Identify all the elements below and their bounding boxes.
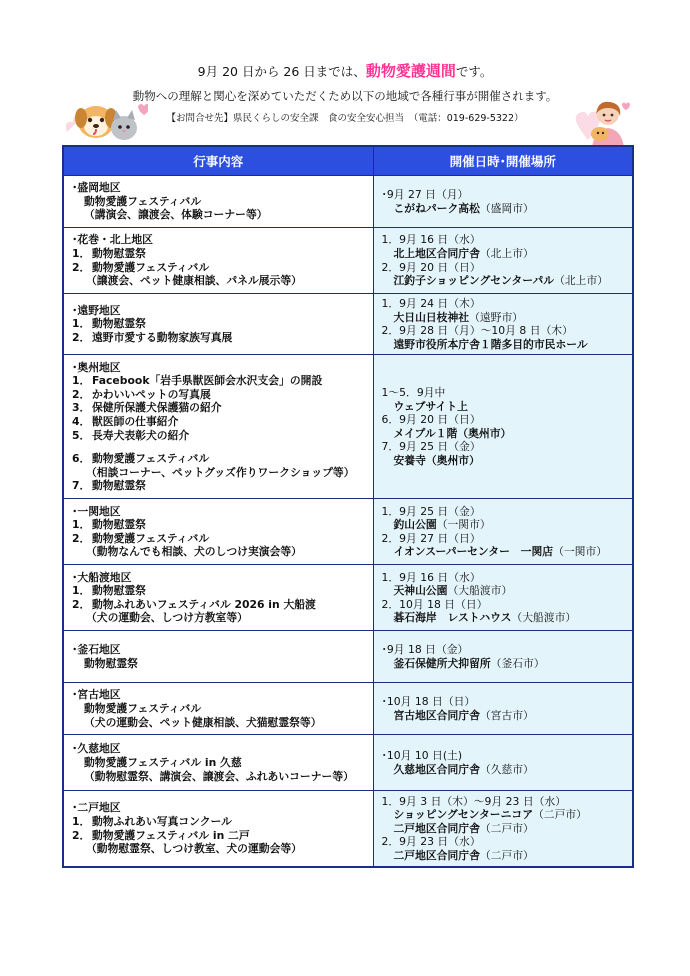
- event-date: 6．9月 20 日（日）: [381, 413, 481, 427]
- event-place: イオンスーパーセンター 一関店: [393, 545, 554, 559]
- event-place: 北上地区合同庁舎: [393, 246, 480, 260]
- event-cell: [63, 791, 373, 867]
- event-city: （大船渡市）: [511, 611, 577, 625]
- intro-description: 動物への理解と関心を深めていただくため以下の地域で各種行事が開催されます。: [132, 89, 558, 103]
- event-date: ･9月 18 日（金）: [381, 643, 469, 657]
- event-cell: [63, 683, 373, 735]
- event-detail: （犬の運動会、しつけ方教室等）: [86, 611, 248, 625]
- schedule-cell: [373, 294, 633, 355]
- schedule-cell: [373, 355, 633, 499]
- event-place: こがねパーク高松: [393, 201, 480, 215]
- event-number: 5．: [72, 428, 91, 442]
- event-name: 動物慰霊祭: [84, 656, 138, 670]
- event-cell: [63, 176, 373, 228]
- table-header-row: [63, 146, 633, 176]
- event-number: 7．: [72, 479, 91, 493]
- events-table: [62, 145, 634, 868]
- woman-hugging-pet-illustration: [570, 96, 632, 148]
- event-detail: （譲渡会、ペット健康相談、パネル展示等）: [86, 274, 302, 288]
- event-detail: （動物慰霊祭、講演会、譲渡会、ふれあいコーナー等）: [84, 769, 354, 783]
- event-place: 釜石保健所犬抑留所: [393, 656, 491, 670]
- event-place: 遠野市役所本庁舎１階多目的市民ホール: [393, 337, 588, 351]
- schedule-cell: [373, 683, 633, 735]
- event-city: （宮古市）: [479, 708, 534, 722]
- event-name: かわいいペットの写真展: [92, 387, 211, 401]
- event-city: （北上市）: [479, 246, 534, 260]
- region-name: ･花巻・北上地区: [72, 233, 153, 247]
- event-number: 6．: [72, 452, 91, 466]
- event-place: 安養寺（奥州市）: [393, 454, 480, 468]
- table-row: [63, 294, 633, 355]
- event-number: 4．: [72, 415, 91, 429]
- table-row: [63, 565, 633, 631]
- region-name: ･二戸地区: [72, 801, 121, 815]
- event-date: 1．9月 25 日（金）: [381, 504, 481, 518]
- event-city: （二戸市）: [479, 849, 534, 863]
- event-number: 2．: [72, 387, 91, 401]
- event-number: 2．: [72, 260, 91, 274]
- event-name: 動物慰霊祭: [92, 479, 146, 493]
- event-name: 長寿犬表彰犬の紹介: [92, 428, 190, 442]
- event-number: 1．: [72, 584, 91, 598]
- event-city: （二戸市）: [479, 821, 534, 835]
- event-date: 1．9月 3 日（木）～9月 23 日（水）: [381, 794, 567, 808]
- region-name: ･釜石地区: [72, 643, 121, 657]
- schedule-cell: [373, 631, 633, 683]
- schedule-cell: [373, 176, 633, 228]
- event-place: 久慈地区合同庁舎: [393, 762, 480, 776]
- event-name: 動物慰霊祭: [92, 246, 146, 260]
- event-date: 2．9月 27 日（日）: [381, 531, 481, 545]
- event-place: 江釣子ショッピングセンターパル: [393, 274, 555, 288]
- event-number: 1．: [72, 374, 91, 388]
- event-city: （大船渡市）: [447, 584, 513, 598]
- table-row: [63, 228, 633, 294]
- event-name: 動物慰霊祭: [92, 317, 146, 331]
- region-name: ･大船渡地区: [72, 570, 132, 584]
- event-cell: [63, 355, 373, 499]
- region-name: ･一関地区: [72, 504, 121, 518]
- event-place: 二戸地区合同庁舎: [393, 821, 480, 835]
- table-row: [63, 791, 633, 867]
- event-city: （釜石市）: [490, 656, 545, 670]
- event-number: 2．: [72, 597, 91, 611]
- event-city: （一関市）: [553, 545, 608, 559]
- event-number: 1．: [72, 246, 91, 260]
- event-name: 動物愛護フェスティバル: [92, 531, 210, 545]
- event-number: 3．: [72, 401, 91, 415]
- schedule-cell: [373, 565, 633, 631]
- event-date: 2．10月 18 日（日）: [381, 597, 488, 611]
- event-place: 大日山日枝神社: [393, 310, 470, 324]
- event-city: （二戸市）: [533, 808, 587, 822]
- contact-info: 【お問合せ先】県民くらしの安全課 食の安全安心担当 （電話：019-629-5322）: [166, 113, 524, 124]
- region-name: ･遠野地区: [72, 303, 121, 317]
- event-date: 2．9月 28 日（月）～10月 8 日（木）: [381, 324, 573, 338]
- event-date: 1．9月 16 日（水）: [381, 570, 481, 584]
- event-number: 1．: [72, 317, 91, 331]
- event-date: ･10月 10 日(土): [381, 749, 463, 763]
- event-cell: [63, 294, 373, 355]
- region-name: ･久慈地区: [72, 742, 121, 756]
- event-cell: [63, 631, 373, 683]
- event-detail: （動物慰霊祭、しつけ教室、犬の運動会等）: [86, 842, 302, 856]
- event-name: 動物ふれあいフェスティバル 2026 in 大船渡: [92, 597, 316, 611]
- event-name: 動物愛護フェスティバル: [84, 194, 202, 208]
- event-place: ウェブサイト上: [393, 399, 468, 413]
- event-number: 2．: [72, 330, 91, 344]
- event-number: 2．: [72, 828, 91, 842]
- event-date: 2．9月 23 日（水）: [381, 835, 481, 849]
- event-date: ･9月 27 日（月）: [381, 187, 469, 201]
- schedule-cell: [373, 735, 633, 791]
- event-place: 碁石海岸 レストハウス: [393, 611, 512, 625]
- event-number: 1．: [72, 815, 91, 829]
- event-number: 1．: [72, 518, 91, 532]
- event-place: 宮古地区合同庁舎: [393, 708, 480, 722]
- event-date: 1～5．9月中: [381, 386, 446, 400]
- table-row: [63, 499, 633, 565]
- event-city: （遠野市）: [469, 310, 524, 324]
- event-place: ショッピングセンターニコア: [393, 808, 533, 822]
- table-row: [63, 735, 633, 791]
- event-city: （久慈市）: [479, 762, 534, 776]
- event-name: 保健所保護犬保護猫の紹介: [92, 401, 222, 415]
- intro-suffix: です。: [455, 64, 493, 79]
- event-cell: [63, 565, 373, 631]
- event-name: 獣医師の仕事紹介: [92, 415, 179, 429]
- event-date: 1．9月 24 日（木）: [381, 297, 481, 310]
- event-place: 二戸地区合同庁舎: [393, 849, 480, 863]
- event-city: （北上市）: [554, 274, 609, 288]
- table-row: [63, 176, 633, 228]
- event-number: 2．: [72, 531, 91, 545]
- table-row: [63, 631, 633, 683]
- event-city: （盛岡市）: [479, 201, 534, 215]
- schedule-cell: [373, 228, 633, 294]
- event-date: ･10月 18 日（日）: [381, 695, 476, 709]
- event-name: 動物愛護フェスティバル in 久慈: [84, 756, 242, 770]
- event-city: （一関市）: [436, 518, 491, 532]
- event-date: 1．9月 16 日（水）: [381, 233, 481, 247]
- event-detail: （犬の運動会、ペット健康相談、犬猫慰霊祭等）: [84, 715, 322, 729]
- event-date: 7．9月 25 日（金）: [381, 440, 481, 454]
- event-name: 動物愛護フェスティバル: [92, 452, 210, 466]
- event-place: 釣山公園: [393, 518, 437, 532]
- event-name: 遠野市愛する動物家族写真展: [92, 330, 233, 344]
- event-content-header: 行事内容: [63, 146, 373, 176]
- intro-line: [0, 60, 690, 83]
- spacer: [72, 442, 367, 452]
- event-detail: （相談コーナー、ペットグッズ作りワークショップ等）: [86, 465, 355, 479]
- event-name: 動物愛護フェスティバル: [84, 702, 202, 716]
- event-detail: （講演会、譲渡会、体験コーナー等）: [84, 208, 268, 222]
- event-place: 天神山公園: [393, 584, 448, 598]
- event-name: 動物愛護フェスティバル in 二戸: [92, 828, 250, 842]
- event-name: 動物ふれあい写真コンクール: [92, 815, 232, 829]
- schedule-cell: [373, 791, 633, 867]
- event-cell: [63, 735, 373, 791]
- intro-dates: 9月 20 日から 26 日までは、: [197, 64, 366, 79]
- animal-welfare-week-title: 動物愛護週間: [365, 62, 456, 80]
- table-row: [63, 355, 633, 499]
- event-cell: [63, 499, 373, 565]
- region-name: ･宮古地区: [72, 688, 121, 702]
- event-name: 動物慰霊祭: [92, 518, 146, 532]
- dog-and-cat-illustration: [62, 92, 148, 146]
- event-name: 動物愛護フェスティバル: [92, 260, 210, 274]
- schedule-cell: [373, 499, 633, 565]
- event-place: メイプル１階（奥州市）: [393, 426, 512, 440]
- date-place-header: 開催日時･開催場所: [373, 146, 633, 176]
- event-detail: （動物なんでも相談、犬のしつけ実演会等）: [86, 545, 302, 559]
- region-name: ･奥州地区: [72, 360, 121, 374]
- event-name: 動物慰霊祭: [92, 584, 146, 598]
- event-name: Facebook「岩手県獣医師会水沢支会」の開設: [92, 374, 323, 388]
- event-cell: [63, 228, 373, 294]
- region-name: ･盛岡地区: [72, 181, 121, 195]
- table-row: [63, 683, 633, 735]
- event-date: 2．9月 20 日（日）: [381, 260, 481, 274]
